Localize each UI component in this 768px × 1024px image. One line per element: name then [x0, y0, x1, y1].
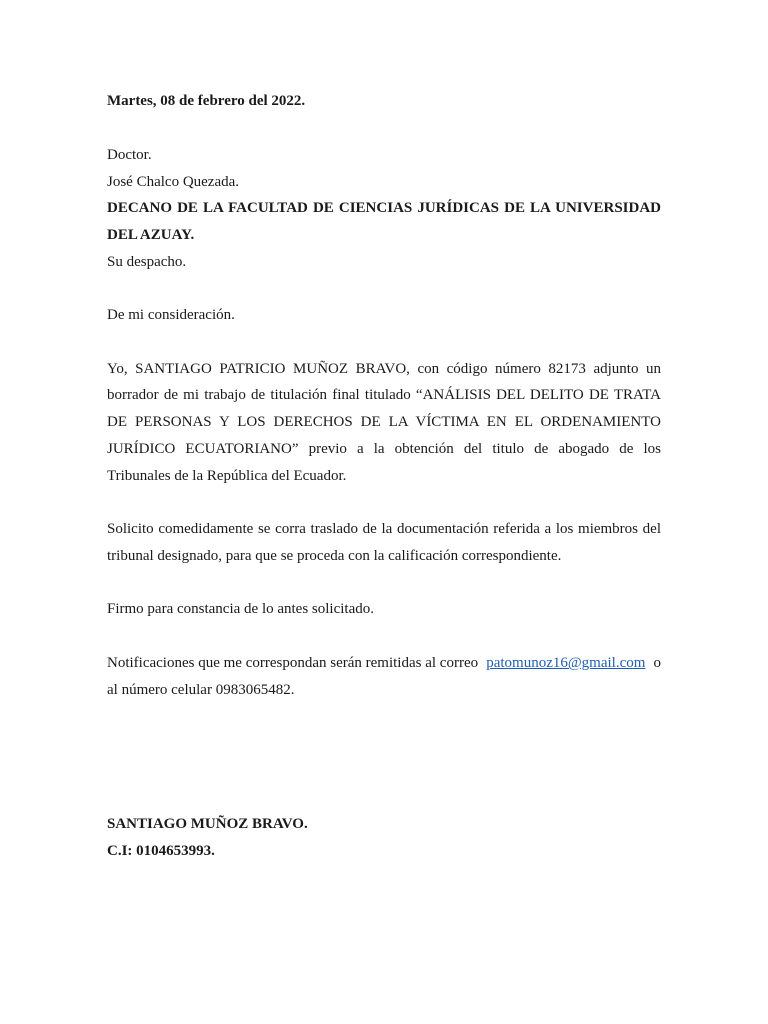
recipient-position-line2: DEL AZUAY. [107, 227, 195, 243]
notifications-line2: al número celular 0983065482. [107, 682, 295, 698]
email-link[interactable]: patomunoz16@gmail.com [486, 655, 646, 671]
body-paragraph2-line: Solicito comedidamente se corra traslado de la documentación referida a los miembros del [107, 521, 661, 537]
letter-date: Martes, 08 de febrero del 2022. [107, 93, 306, 109]
body-paragraph1-line: Yo, SANTIAGO PATRICIO MUÑOZ BRAVO, con código número 82173 adjunto un [107, 361, 661, 377]
notifications-line1 [107, 653, 661, 673]
greeting: De mi consideración. [107, 307, 235, 323]
body-paragraph1-line: DE PERSONAS Y LOS DERECHOS DE LA VÍCTIMA EN EL ORDENAMIENTO [107, 414, 661, 430]
recipient-position-line1: DECANO DE LA FACULTAD DE CIENCIAS JURÍDICAS DE LA UNIVERSIDAD [107, 200, 661, 216]
notifications-prefix: Notificaciones que me correspondan serán remitidas al correo [107, 655, 479, 671]
recipient-office: Su despacho. [107, 254, 187, 270]
body-paragraph2-line: tribunal designado, para que se proceda con la calificación correspondiente. [107, 548, 562, 564]
recipient-title: Doctor. [107, 147, 152, 163]
notifications-suffix: o [653, 655, 661, 671]
body-paragraph1-line: borrador de mi trabajo de titulación final titulado “ANÁLISIS DEL DELITO DE TRATA [107, 387, 661, 403]
signature-name: SANTIAGO MUÑOZ BRAVO. [107, 816, 308, 832]
body-paragraph1-line: Tribunales de la República del Ecuador. [107, 468, 347, 484]
signature-id: C.I: 0104653993. [107, 843, 215, 859]
body-paragraph1-line: JURÍDICO ECUATORIANO” previo a la obtención del titulo de abogado de los [107, 441, 661, 457]
body-paragraph3: Firmo para constancia de lo antes solicitado. [107, 601, 375, 617]
recipient-name: José Chalco Quezada. [107, 174, 240, 190]
